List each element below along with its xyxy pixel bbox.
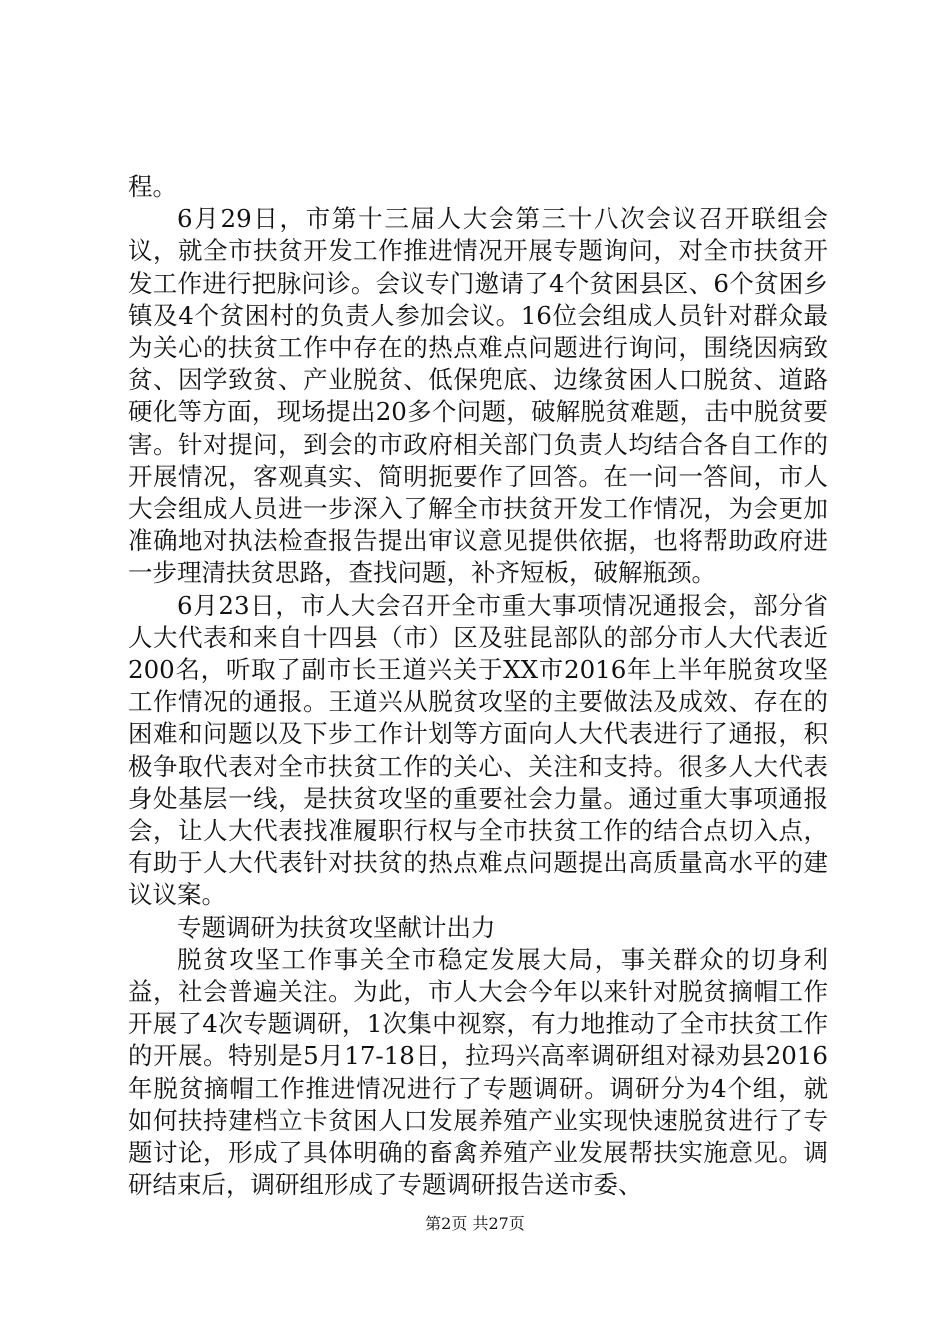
page-number-footer: 第2页 共27页 bbox=[425, 1214, 525, 1233]
paragraph-continuation: 程。 bbox=[128, 172, 177, 201]
document-body bbox=[128, 171, 828, 1202]
paragraph-research: 脱贫攻坚工作事关全市稳定发展大局，事关群众的切身利益，社会普遍关注。为此，市人大会今年以来针对脱贫摘帽工作开展了4次专题调研，1次集中视察，有力地推动了全市扶贫工作的开展。特别是5月17-18日，拉玛兴高率调研组对禄劝县2016年脱贫摘帽工作推进情况进行了专题调研。调研分为4个组，就如何扶持建档立卡贫困人口发展养殖产业实现快速脱贫进行了专题讨论，形成了具体明确的畜禽养殖产业发展帮扶实施意见。调研结束后，调研组形成了专题调研报告送市委、 bbox=[128, 944, 828, 1200]
section-heading: 专题调研为扶贫攻坚献计出力 bbox=[177, 912, 496, 942]
paragraph-briefing-meeting: 6月23日，市人大会召开全市重大事项情况通报会，部分省人大代表和来自十四县（市）区及驻昆部队的部分市人大代表近200名，听取了副市长王道兴关于XX市2016年上半年脱贫攻坚工作情况的通报。王道兴从脱贫攻坚的主要做法及成效、存在的困难和问题以及下步工作计划等方面向人大代表进行了通报，积极争取代表对全市扶贫工作的关心、关注和支持。很多人大代表身处基层一线，是扶贫攻坚的重要社会力量。通过重大事项通报会，让人大代表找准履职行权与全市扶贫工作的结合点切入点，有助于人大代表针对扶贫的热点难点问题提出高质量高水平的建议议案。 bbox=[128, 590, 828, 910]
paragraph-joint-meeting: 6月29日，市第十三届人大会第三十八次会议召开联组会议，就全市扶贫开发工作推进情况开展专题询问，对全市扶贫开发工作进行把脉问诊。会议专门邀请了4个贫困县区、6个贫困乡镇及4个贫困村的负责人参加会议。16位会组成人员针对群众最为关心的扶贫工作中存在的热点难点问题进行询问，围绕因病致贫、因学致贫、产业脱贫、低保兜底、边缘贫困人口脱贫、道路硬化等方面，现场提出20多个问题，破解脱贫难题，击中脱贫要害。针对提问，到会的市政府相关部门负责人均结合各自工作的开展情况，客观真实、简明扼要作了回答。在一问一答间，市人大会组成人员进一步深入了解全市扶贫开发工作情况，为会更加准确地对执法检查报告提出审议意见提供依据，也将帮助政府进一步理清扶贫思路，查找问题，补齐短板，破解瓶颈。 bbox=[128, 204, 828, 588]
